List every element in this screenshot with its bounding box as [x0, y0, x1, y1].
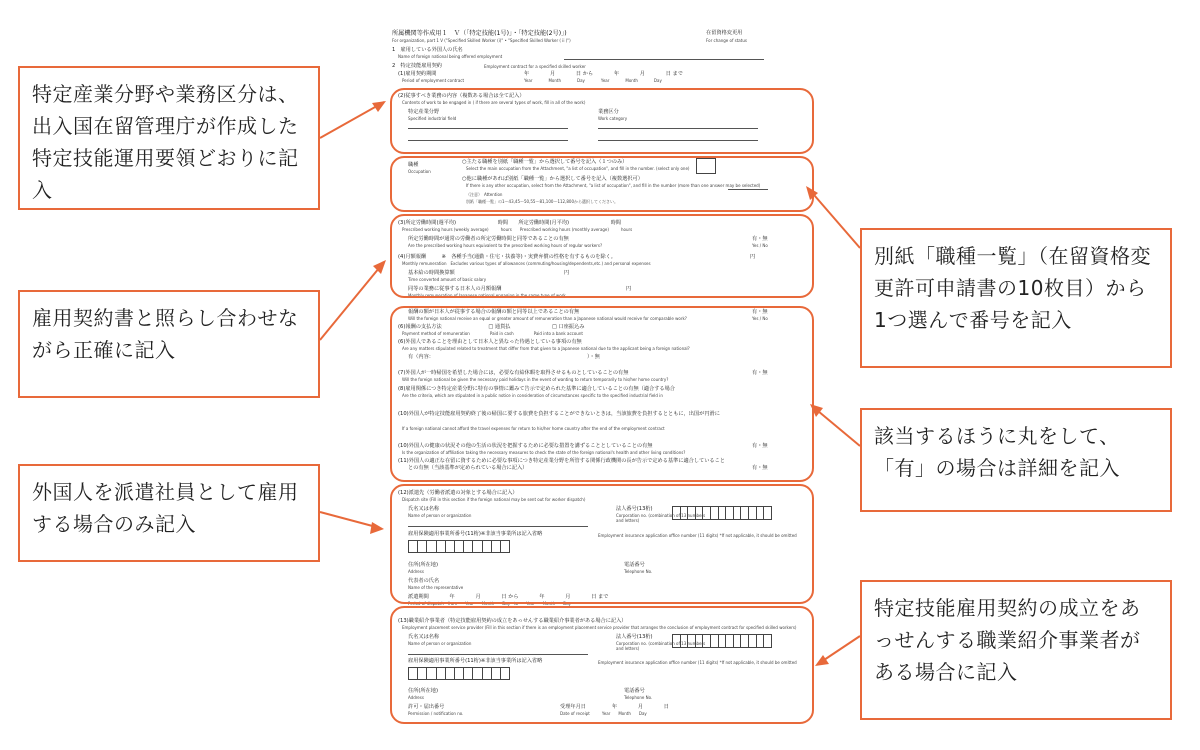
- dispatch-corp-en: Corporation no. (combination of 13 numbers and letters): [616, 513, 706, 523]
- placement-receipt-en: Date of receipt Year Month Day: [560, 711, 647, 716]
- s8-label: (7)外国人が一時帰国を希望した場合には，必要な有給休暇を取得させるものとしていることの有無: [398, 370, 629, 376]
- placement-receipt-label: 受理年月日 年 月 日: [560, 704, 669, 710]
- s4-japanese-en: Monthly remuneration of Japanese national engaging in the same type of work: [408, 293, 566, 298]
- form-header-title: 所属機関等作成用１ Ｖ（「特定技能(1号)」・「特定技能(2号)」): [392, 30, 567, 37]
- form-header-title-en: For organization, part 1 V ("Specified Skilled Worker (i)" • "Specified Skilled Worker ( ii )"): [392, 38, 571, 43]
- s2-1-label: (1)雇用契約期間: [398, 71, 437, 77]
- placement-tel-label: 電話番号: [624, 688, 645, 694]
- placement-corp-en: Corporation no. (combination of 13 numbers and letters): [616, 641, 706, 651]
- s4-basic-yen: 円: [564, 270, 570, 276]
- dispatch-insurance-label: 雇用保険適用事業所番号(11桁)※非該当事業所は記入省略: [408, 531, 543, 537]
- placement-title-en: Employment placement service provider (Fill in this section if there is an employment placement service provider that arranges the conclusion of employment contract for specified skilled workers): [402, 625, 797, 630]
- form-header-right: 在留資格変更用: [706, 30, 743, 36]
- arrowhead-placement: [815, 655, 829, 666]
- placement-corp-label: 法人番号(13桁): [616, 634, 653, 640]
- arrowhead-dispatch: [370, 522, 384, 534]
- s2-2-label: (2)従事すべき業務の内容（複数ある場合は全て記入）: [398, 93, 525, 99]
- s5-question: 報酬の額が日本人が従事する場合の報酬の額と同等以上であることの有無: [408, 309, 580, 315]
- occ-line2: ○他に職種があれば別紙「職種一覧」から選択して番号を記入（複数選択可）: [462, 176, 643, 182]
- s7-answer[interactable]: 有（内容： ）・無: [408, 354, 600, 360]
- placement-insurance-label: 雇用保険適用事業所番号(11桁)※非該当事業所は記入省略: [408, 658, 543, 664]
- s4-en: Monthly remuneration Excludes various types of allowances (commuting/housing/dependents,etc.) and personal expenses: [402, 261, 651, 266]
- callout-yes-no: 該当するほうに丸をして、「有」の場合は詳細を記入: [860, 408, 1172, 512]
- s7-label: (6)外国人であることを理由として日本人と異なった待遇としている事項の有無: [398, 339, 582, 345]
- s4-yen: 円: [750, 254, 756, 260]
- s4-basic: 基本給の時間換算額: [408, 270, 455, 276]
- s3-label: (3)所定労働時間(週平均) 時間 所定労働時間(月平均) 時間: [398, 220, 621, 226]
- placement-address-en: Address: [408, 695, 424, 700]
- s5-question-en: Will the foreign national receive an equal or greater amount of remuneration than a Japanese national would receive for comparable work?: [408, 316, 687, 321]
- dispatch-rep-label: 代表者の氏名: [408, 578, 440, 584]
- occupation-label: 職種: [408, 162, 419, 168]
- occ-note2: 別紙「職種一覧」の1～43,45～50,55～81,100～112,800から選択してください。: [466, 199, 618, 204]
- s2-label: 2 特定技能雇用契約: [392, 63, 442, 69]
- dispatch-rep-en: Name of the representative: [408, 585, 464, 590]
- s12-yes-no[interactable]: 有・無: [752, 465, 768, 471]
- s11-yes-no[interactable]: 有・無: [752, 443, 768, 449]
- dispatch-title-en: Dispatch site (Fill in this section if the foreign national may be sent out for worker dispatch): [402, 497, 586, 502]
- occ-line1-en: Select the main occupation from the Attachment, "a list of occupation", and fill in the number. (select only one): [466, 166, 690, 171]
- s11-label: (10)外国人の健康の状況その他の生活の状況を把握するために必要な措置を講ずることとしていることの有無: [398, 443, 653, 449]
- occ-line1: ○主たる職種を別紙「職種一覧」から選択して番号を記入（１つのみ）: [462, 159, 628, 165]
- s3-en: Prescribed working hours (weekly average) hours Prescribed working hours (monthly average) hours: [402, 227, 633, 232]
- dispatch-address-label: 住所(所在地): [408, 562, 438, 568]
- placement-title: (13)職業紹介事業者（特定技能雇用契約の成立をあっせんする職業紹介事業者がある場合に記入）: [398, 618, 627, 624]
- placement-tel-en: Telephone No.: [624, 695, 653, 700]
- s6-label[interactable]: (6)報酬の支払方法 □ 通貨払 □ 口座振込み: [398, 324, 585, 330]
- dispatch-insurance-en: Employment insurance application office number (11 digits) *If not applicable, it should be omitted: [598, 533, 797, 538]
- arrow-field-category: [320, 102, 384, 138]
- callout-occupation: 別紙「職種一覧」（在留資格変更許可申請書の10枚目）から1つ選んで番号を記入: [860, 228, 1172, 368]
- s6-en: Payment method of remuneration Paid in cash Paid into a bank account: [402, 331, 583, 336]
- s7-en: Are any matters stipulated related to treatment that differ from that given to a Japanese national due to the applicant being a foreign national?: [402, 346, 690, 351]
- dispatch-name-label: 氏名又は名称: [408, 506, 440, 512]
- s11-en: Is the organization of affiliation taking the necessary measures to check the state of the foreign national's health and other living conditions?: [402, 450, 686, 455]
- dispatch-name-en: Name of person or organization: [408, 513, 472, 518]
- s4-basic-en: Time converted amount of basic salary: [408, 277, 487, 282]
- arrow-contract: [320, 262, 384, 340]
- placement-name-label: 氏名又は名称: [408, 634, 440, 640]
- callout-field-category: 特定産業分野や業務区分は、出入国在留管理庁が作成した特定技能運用要領どおりに記入: [18, 66, 320, 210]
- arrow-dispatch: [320, 512, 380, 528]
- s2-en: Employment contract for a specified skilled worker: [484, 64, 586, 69]
- field-label: 特定産業分野: [408, 109, 440, 115]
- s5-yes-no[interactable]: 有・無: [752, 309, 768, 315]
- dispatch-corp-label: 法人番号(13桁): [616, 506, 653, 512]
- s12-label: (11)外国人の適正な在留に資するために必要な事項につき特定産業分野を所管する関係行政機関の長が告示で定める基準に適合していること: [398, 458, 725, 464]
- category-label: 業務区分: [598, 109, 619, 115]
- dispatch-period-en: Period of dispatch from Year Month Day to Year Month Day: [408, 601, 572, 606]
- s8-yes-no[interactable]: 有・無: [752, 370, 768, 376]
- s10-en: If a foreign national cannot afford the travel expenses for return to his/her home country after the end of the employment contract: [402, 426, 665, 431]
- dispatch-title: (12)派遣先（労働者派遣の対象とする場合に記入）: [398, 490, 518, 496]
- placement-address-label: 住所(所在地): [408, 688, 438, 694]
- callout-contract: 雇用契約書と照らし合わせながら正確に記入: [18, 290, 320, 398]
- dispatch-tel-label: 電話番号: [624, 562, 645, 568]
- s3-question: 所定労働時間が通常の労働者の所定労働時間と同等であることの有無: [408, 236, 569, 242]
- category-en: Work category: [598, 116, 628, 121]
- contract-dates-en: Year Month Day Year Month Day: [524, 78, 662, 83]
- callout-placement: 特定技能雇用契約の成立をあっせんする職業紹介事業者がある場合に記入: [860, 580, 1172, 720]
- placement-permit-en: Permission / notification no.: [408, 711, 464, 716]
- s8-en: Will the foreign national be given the necessary paid holidays in the event of wanting to return temporarily to his/her home country?: [402, 377, 669, 382]
- placement-insurance-en: Employment insurance application office number (11 digits) *If not applicable, it should be omitted: [598, 660, 797, 665]
- s5-yes-no-en: Yes / No: [752, 316, 768, 321]
- form-header-right-en: For change of status: [706, 38, 747, 43]
- s1-label: 1 雇用している外国人の氏名: [392, 47, 463, 53]
- arrowhead-yes-no: [810, 404, 823, 417]
- s10-label: (10)外国人が特定技能雇用契約終了後の帰国に要する旅費を負担することができないときは，当該旅費を負担するとともに，出国が円滑に: [398, 411, 720, 417]
- s2-2-en: Contents of work to be engaged in ( if there are several types of work, fill in all of the work): [402, 100, 586, 105]
- s3-yes-no[interactable]: 有・無: [752, 236, 768, 242]
- placement-name-en: Name of person or organization: [408, 641, 472, 646]
- s3-yes-no-en: Yes / No: [752, 243, 768, 248]
- s2-1-en: Period of employment contract: [402, 78, 465, 83]
- s3-question-en: Are the prescribed working hours equivalent to the prescribed working hours of regular workers?: [408, 243, 603, 248]
- s9-label: (8)雇用関係につき特定産業分野に特有の事情に鑑みて告示で定められた基準に適合していることの有無（適合する場合: [398, 386, 675, 392]
- s4-japanese: 同等の業務に従事する日本人の月額報酬: [408, 286, 502, 292]
- s9-en: Are the criteria, which are stipulated in a public notice in consideration of circumstances specific to the specified industrial field in: [402, 393, 663, 398]
- dispatch-tel-en: Telephone No.: [624, 569, 653, 574]
- contract-dates: 年 月 日 から 年 月 日 まで: [524, 71, 683, 77]
- placement-permit-label: 許可・届出番号: [408, 704, 445, 710]
- occ-note: （注意） Attention: [466, 192, 503, 197]
- occ-line2-en: If there is any other occupation, select from the Attachment, "a list of occupation", and fill in the number (more than one answer may be selected): [466, 183, 761, 188]
- field-en: Specified industrial field: [408, 116, 457, 121]
- s4-japanese-yen: 円: [626, 286, 632, 292]
- s1-en: Name of foreign national being offered employment: [398, 54, 503, 59]
- occupation-en: Occupation: [408, 169, 431, 174]
- callout-dispatch: 外国人を派遣社員として雇用する場合のみ記入: [18, 464, 320, 562]
- s4-label: (4)月額報酬 ※ 各種手当(通勤・住宅・扶養等)・実費弁償の性格を有するものを除く。: [398, 254, 616, 260]
- dispatch-address-en: Address: [408, 569, 424, 574]
- arrow-occupation: [808, 188, 860, 248]
- s12-answer: との有無（当該基準が定められている場合に記入）: [408, 465, 528, 471]
- dispatch-period: 派遣期間 年 月 日 から 年 月 日 まで: [408, 594, 609, 600]
